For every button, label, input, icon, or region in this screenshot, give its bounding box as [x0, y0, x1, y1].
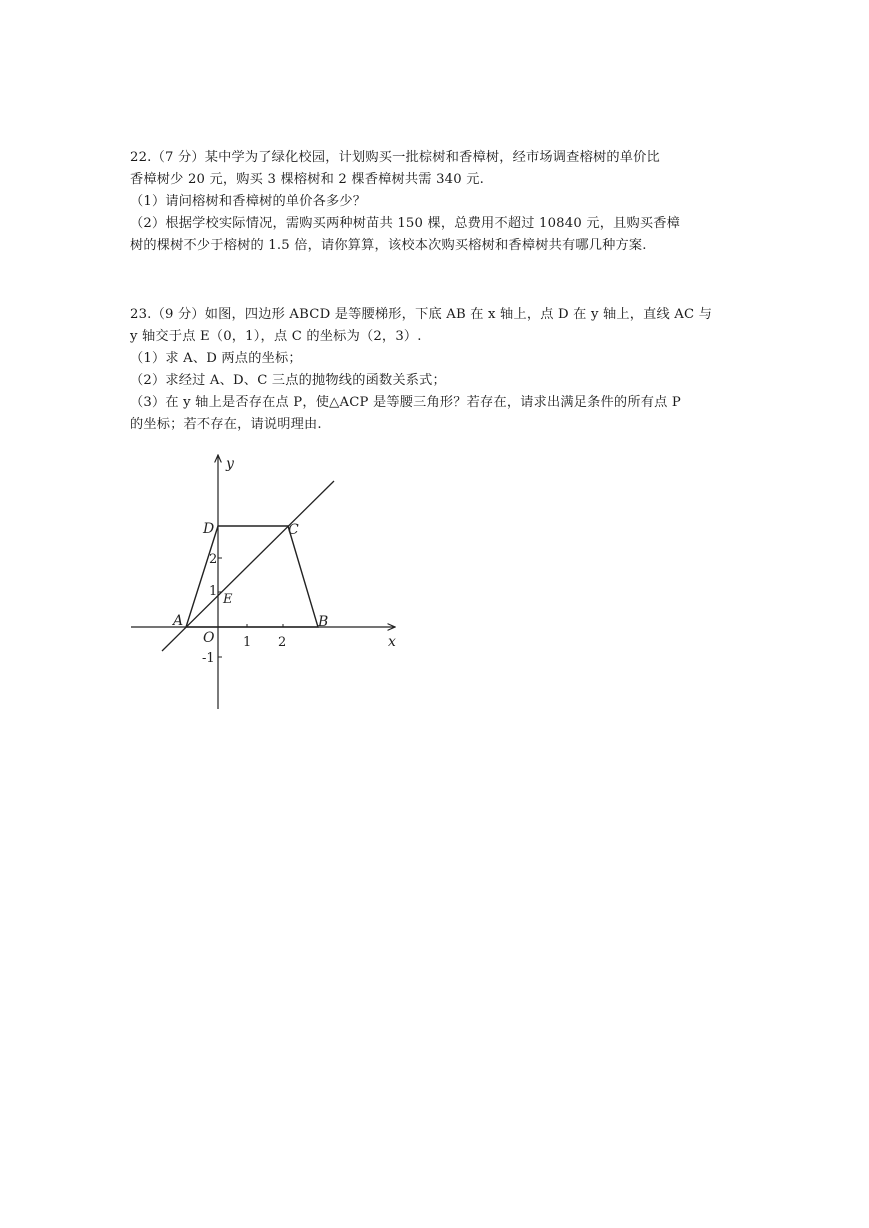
problem-23-line-1: 23.（9 分）如图，四边形 ABCD 是等腰梯形，下底 AB 在 x 轴上，点 D 在 y 轴上，直线 AC 与	[130, 307, 713, 322]
y-axis-label: y	[226, 456, 234, 472]
line-ac	[162, 481, 334, 651]
x-tick-label-1: 1	[243, 635, 252, 650]
y-tick-label-2: 2	[209, 552, 218, 567]
x-tick-label-2: 2	[278, 635, 287, 650]
problem-22-line-4: （2）根据学校实际情况，需购买两种树苗共 150 棵，总费用不超过 10840 元，且购买香樟	[130, 216, 681, 231]
trapezoid-figure	[128, 450, 408, 712]
problem-23-line-6: 的坐标；若不存在，请说明理由.	[130, 417, 322, 432]
origin-label: O	[203, 630, 215, 646]
point-b-label: B	[318, 614, 329, 630]
problem-22-line-5: 树的棵树不少于榕树的 1.5 倍，请你算算，该校本次购买榕树和香樟树共有哪几种方案.	[130, 238, 647, 253]
y-tick-label-1: 1	[209, 584, 218, 599]
point-a-label: A	[173, 613, 184, 629]
point-e-label: E	[223, 592, 233, 607]
point-d-label: D	[203, 521, 215, 537]
y-tick-label-minus-1: -1	[202, 651, 215, 666]
problem-22-line-1: 22.（7 分）某中学为了绿化校园，计划购买一批棕树和香樟树，经市场调查榕树的单价比	[130, 150, 660, 165]
problem-23-line-2: y 轴交于点 E（0，1），点 C 的坐标为（2，3）.	[130, 329, 422, 344]
problem-22-line-3: （1）请问榕树和香樟树的单价各多少？	[130, 194, 367, 209]
trapezoid-abcd	[186, 526, 318, 627]
point-c-label: C	[288, 522, 299, 538]
problem-23-line-5: （3）在 y 轴上是否存在点 P，使△ACP 是等腰三角形？若存在，请求出满足条件的所有点 P	[130, 395, 681, 410]
problem-23-line-4: （2）求经过 A、D、C 三点的抛物线的函数关系式；	[130, 373, 446, 388]
problem-22-line-2: 香樟树少 20 元，购买 3 棵榕树和 2 棵香樟树共需 340 元.	[130, 172, 485, 187]
problem-23-line-3: （1）求 A、D 两点的坐标；	[130, 351, 302, 366]
x-axis-label: x	[388, 634, 396, 650]
